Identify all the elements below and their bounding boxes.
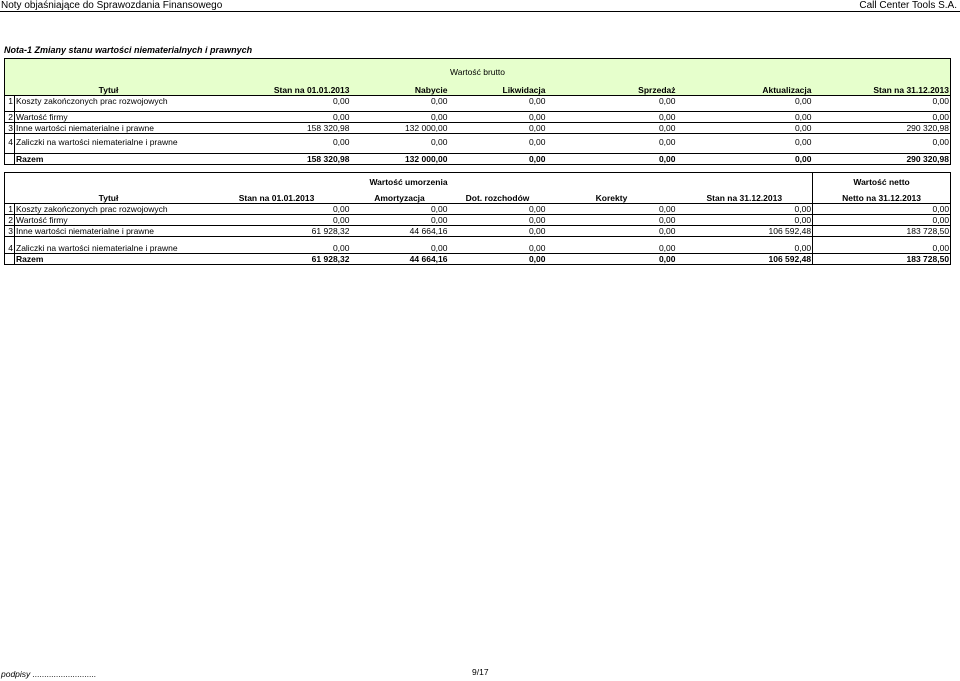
cell-value: 0,00	[203, 204, 351, 215]
cell-value: 0,00	[658, 137, 676, 147]
row-title: Inne wartości niematerialne i prawne	[15, 123, 203, 134]
cell-value: 0,00	[547, 215, 677, 226]
table-row	[5, 96, 951, 107]
row-title: Koszty zakończonych prac rozwojowych	[15, 96, 203, 107]
company-name: Call Center Tools S.A.	[859, 0, 957, 11]
cell-value: 0,00	[813, 204, 951, 215]
row-title: Inne wartości niematerialne i prawne	[15, 226, 203, 237]
total-value: 290 320,98	[813, 154, 951, 165]
cell-value: 0,00	[430, 137, 448, 147]
row-title: Zaliczki na wartości niematerialne i prawne	[15, 137, 203, 147]
cell-value: 290 320,98	[813, 123, 951, 134]
cell-value: 0,00	[528, 112, 546, 122]
total-label: Razem	[15, 154, 203, 165]
column-header: Stan na 01.01.2013	[203, 193, 351, 204]
cell-value: 0,00	[794, 112, 812, 122]
column-header: Dot. rozchodów	[449, 193, 547, 204]
cell-value: 0,00	[351, 243, 449, 254]
cell-value: 0,00	[332, 112, 350, 122]
umorzenie-table	[4, 172, 951, 265]
cell-value: 0,00	[332, 137, 350, 147]
row-title: Zaliczki na wartości niematerialne i prawne	[15, 243, 203, 254]
cell-value: 0,00	[547, 243, 677, 254]
row-title: Wartość firmy	[15, 112, 203, 123]
total-row	[5, 154, 951, 165]
table-row	[5, 226, 951, 237]
cell-value: 0,00	[351, 215, 449, 226]
cell-value: 0,00	[794, 96, 812, 106]
cell-value: 183 728,50	[813, 226, 951, 237]
umorzenie-group-header: Wartość umorzenia	[5, 177, 813, 187]
netto-group-header: Wartość netto	[813, 177, 951, 187]
row-title: Koszty zakończonych prac rozwojowych	[15, 204, 203, 215]
table-row	[5, 137, 951, 147]
column-header: Nabycie	[351, 85, 449, 96]
document-header-title: Noty objaśniające do Sprawozdania Finansowego	[1, 0, 223, 11]
cell-value: 0,00	[813, 243, 951, 254]
table-row	[5, 243, 951, 254]
brutto-column-headers	[5, 85, 951, 96]
total-value: 0,00	[677, 154, 813, 165]
column-header: Sprzedaż	[547, 85, 677, 96]
cell-value: 0,00	[813, 215, 951, 226]
column-header: Korekty	[547, 193, 677, 204]
total-value: 61 928,32	[203, 254, 351, 265]
total-value: 132 000,00	[351, 154, 449, 165]
column-header: Tytuł	[15, 193, 203, 204]
column-header: Stan na 01.01.2013	[203, 85, 351, 96]
column-header: Stan na 31.12.2013	[677, 193, 813, 204]
table-row	[5, 215, 951, 226]
column-header: Netto na 31.12.2013	[813, 193, 951, 204]
column-header: Amortyzacja	[351, 193, 449, 204]
row-number: 1	[5, 96, 15, 107]
cell-value: 0,00	[332, 96, 350, 106]
cell-value: 0,00	[203, 243, 351, 254]
cell-value: 0,00	[813, 112, 951, 123]
column-header: Aktualizacja	[677, 85, 813, 96]
column-header: Tytuł	[15, 85, 203, 96]
cell-value: 0,00	[658, 96, 676, 106]
total-value: 106 592,48	[677, 254, 813, 265]
total-value: 44 664,16	[351, 254, 449, 265]
row-number: 2	[5, 215, 15, 226]
column-header: Likwidacja	[449, 85, 547, 96]
cell-value: 0,00	[658, 112, 676, 122]
cell-value: 0,00	[677, 243, 813, 254]
cell-value: 0,00	[203, 215, 351, 226]
umorzenie-column-headers	[5, 193, 951, 204]
cell-value: 44 664,16	[351, 226, 449, 237]
cell-value: 0,00	[547, 204, 677, 215]
total-value: 183 728,50	[813, 254, 951, 265]
brutto-table	[4, 58, 951, 165]
total-value: 0,00	[449, 254, 547, 265]
cell-value: 0,00	[430, 96, 448, 106]
total-label: Razem	[15, 254, 203, 265]
row-number: 4	[5, 137, 15, 147]
cell-value: 0,00	[794, 137, 812, 147]
cell-value: 0,00	[449, 226, 547, 237]
signature-line: podpisy ...........................	[1, 669, 97, 679]
cell-value: 0,00	[677, 123, 813, 134]
total-value: 158 320,98	[203, 154, 351, 165]
cell-value: 0,00	[528, 96, 546, 106]
cell-value: 0,00	[430, 112, 448, 122]
cell-value: 0,00	[677, 215, 813, 226]
total-value: 0,00	[547, 254, 677, 265]
cell-value: 132 000,00	[351, 123, 449, 134]
row-number: 2	[5, 112, 15, 123]
table-row	[5, 123, 951, 134]
cell-value: 61 928,32	[203, 226, 351, 237]
total-value: 0,00	[449, 154, 547, 165]
row-number: 3	[5, 226, 15, 237]
row-number: 3	[5, 123, 15, 134]
row-number: 4	[5, 243, 15, 254]
cell-value: 0,00	[677, 204, 813, 215]
note-title: Nota-1 Zmiany stanu wartości niematerialnych i prawnych	[4, 45, 253, 55]
row-number: 1	[5, 204, 15, 215]
cell-value: 158 320,98	[203, 123, 351, 134]
cell-value: 0,00	[547, 123, 677, 134]
cell-value: 0,00	[449, 215, 547, 226]
table-row	[5, 204, 951, 215]
row-title: Wartość firmy	[15, 215, 203, 226]
cell-value: 0,00	[547, 226, 677, 237]
cell-value: 0,00	[449, 243, 547, 254]
cell-value: 106 592,48	[677, 226, 813, 237]
total-row	[5, 254, 951, 265]
column-header: Stan na 31.12.2013	[813, 85, 951, 96]
cell-value: 0,00	[528, 137, 546, 147]
table-row	[5, 112, 951, 123]
brutto-group-header: Wartość brutto	[5, 67, 951, 77]
brutto-top-band	[5, 59, 951, 68]
cell-value: 0,00	[449, 123, 547, 134]
cell-value: 0,00	[351, 204, 449, 215]
cell-value: 0,00	[813, 96, 951, 107]
header-divider	[0, 11, 960, 12]
page-number: 9/17	[472, 667, 489, 677]
cell-value: 0,00	[449, 204, 547, 215]
brutto-header-band	[5, 77, 951, 85]
total-value: 0,00	[547, 154, 677, 165]
cell-value: 0,00	[813, 137, 951, 147]
